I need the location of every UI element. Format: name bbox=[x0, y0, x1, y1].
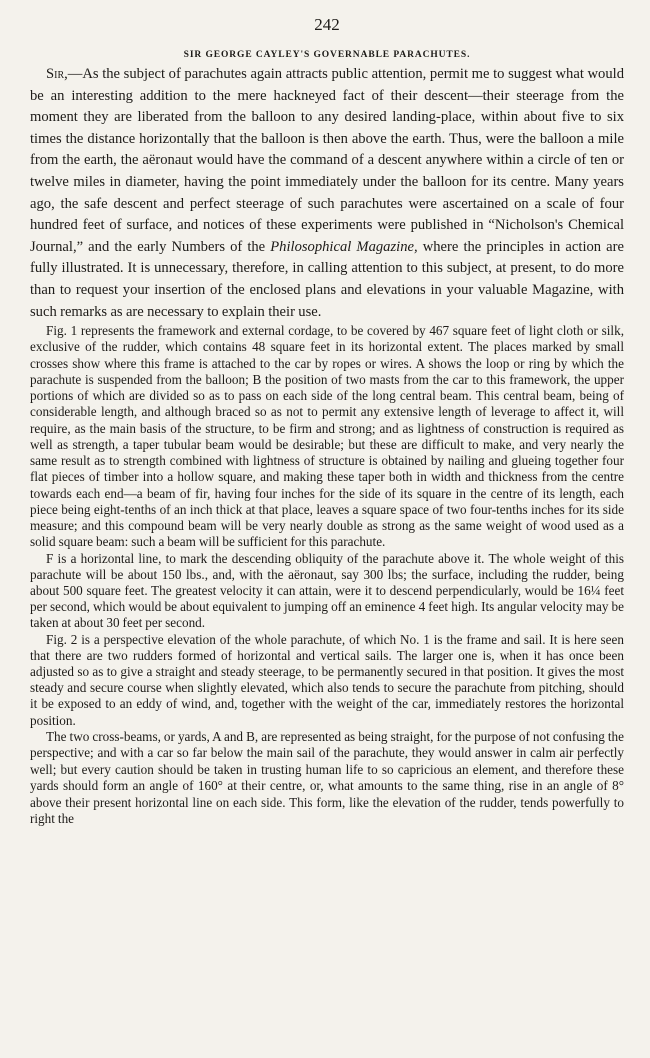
paragraph-1-text-b: where the principles in action are fully illustrated. It is unnecessary, therefore, in calling attention to this subject, at present, to do more than to request your insertion of the enclosed plans and elevations in your valuable Magazine, with such remarks as are necessary to explain their use. bbox=[30, 238, 624, 320]
paragraph-3: F is a horizontal line, to mark the descending obliquity of the parachute above it. The whole weight of this parachute will be about 150 lbs., and, with the aëronaut, say 300 lbs; the surface, including the rudder, being about 500 square feet. The greatest velocity it can attain, were it to descend perpendicularly, would be 16¼ feet per second, which would be about equivalent to jumping off an eminence 4 feet high. Its angular velocity may be taken at about 30 feet per second. bbox=[30, 550, 624, 631]
page-number: 242 bbox=[314, 15, 340, 34]
journal-title: Philosophical Magazine, bbox=[270, 238, 418, 255]
paragraph-4: Fig. 2 is a perspective elevation of the whole parachute, of which No. 1 is the frame and sail. It is here seen that there are two rudders formed of horizontal and vertical sails. The larger one is, when it has once been adjusted so as to give a straight and steady steerage, to be permanently secured in that position. It gives the most steady and secure course when slightly elevated, which also tends to secure the parachute from pitching, should it be exposed to an eddy of wind, and, together with the weight of the car, immediately restores the horizontal position. bbox=[30, 631, 624, 728]
article-heading: SIR GEORGE CAYLEY'S GOVERNABLE PARACHUTES. bbox=[183, 50, 471, 60]
salutation: Sir, bbox=[46, 66, 68, 82]
paragraph-1 bbox=[30, 64, 624, 323]
paragraph-1-text-a: —As the subject of parachutes again attracts public attention, permit me to suggest what would be an interesting addition to the mere hackneyed fact of their descent—their steerage from the moment they are liberated from the balloon to any desired landing-place, within about five to six times the distance horizontally that the balloon is then above the earth. Thus, were the balloon a mile from the earth, the aëronaut would have the command of a descent anywhere within a circle of ten or twelve miles in diameter, having the point immediately under the balloon for its centre. Many years ago, the safe descent and perfect steerage of such parachutes were ascertained on a scale of four hundred feet of surface, and notices of these experiments were published in “Nicholson's Chemical Journal,” and the early Numbers of the bbox=[30, 66, 624, 255]
paragraph-2: Fig. 1 represents the framework and external cordage, to be covered by 467 square feet of light cloth or silk, exclusive of the rudder, which contains 48 square feet in its horizontal extent. The places marked by small crosses show where this frame is attached to the car by ropes or wires. A shows the loop or ring by which the parachute is suspended from the balloon; B the position of two masts from the car to this framework, the upper portions of which are divided so as to pass on each side of the long central beam. This central beam, being of considerable length, and although braced so as not to permit any extensive length of leverage to affect it, will require, as the main basis of the structure, to be firm and strong; and as lightness of construction is required as well as strength, a taper tubular beam would be desirable; but these are difficult to make, and very nearly the same result as to strength combined with lightness of structure is obtained by nailing and glueing together four flat pieces of timber into a hollow square, and making these taper both in width and thickness from the centre towards each end—a beam of fir, having four inches for the side of its square in the centre of its length, each piece being eight-tenths of an inch thick at that place, leaves a square space of two four-tenths inches for its side measure; and this compound beam will be very nearly double as strong as the same weight of wood used as a solid square beam: such a beam will be sufficient for this parachute. bbox=[30, 323, 624, 550]
paragraph-5: The two cross-beams, or yards, A and B, are represented as being straight, for the purpose of not confusing the perspective; and with a car so far below the main sail of the parachute, they would answer in calm air perfectly well; but every caution should be taken in trusting human life to so capricious an element, and therefore these yards should form an angle of 160° at their centre, or, what amounts to the same thing, rise in an angle of 8° above their present horizontal line on each side. This form, like the elevation of the rudder, tends powerfully to right the bbox=[30, 728, 624, 827]
